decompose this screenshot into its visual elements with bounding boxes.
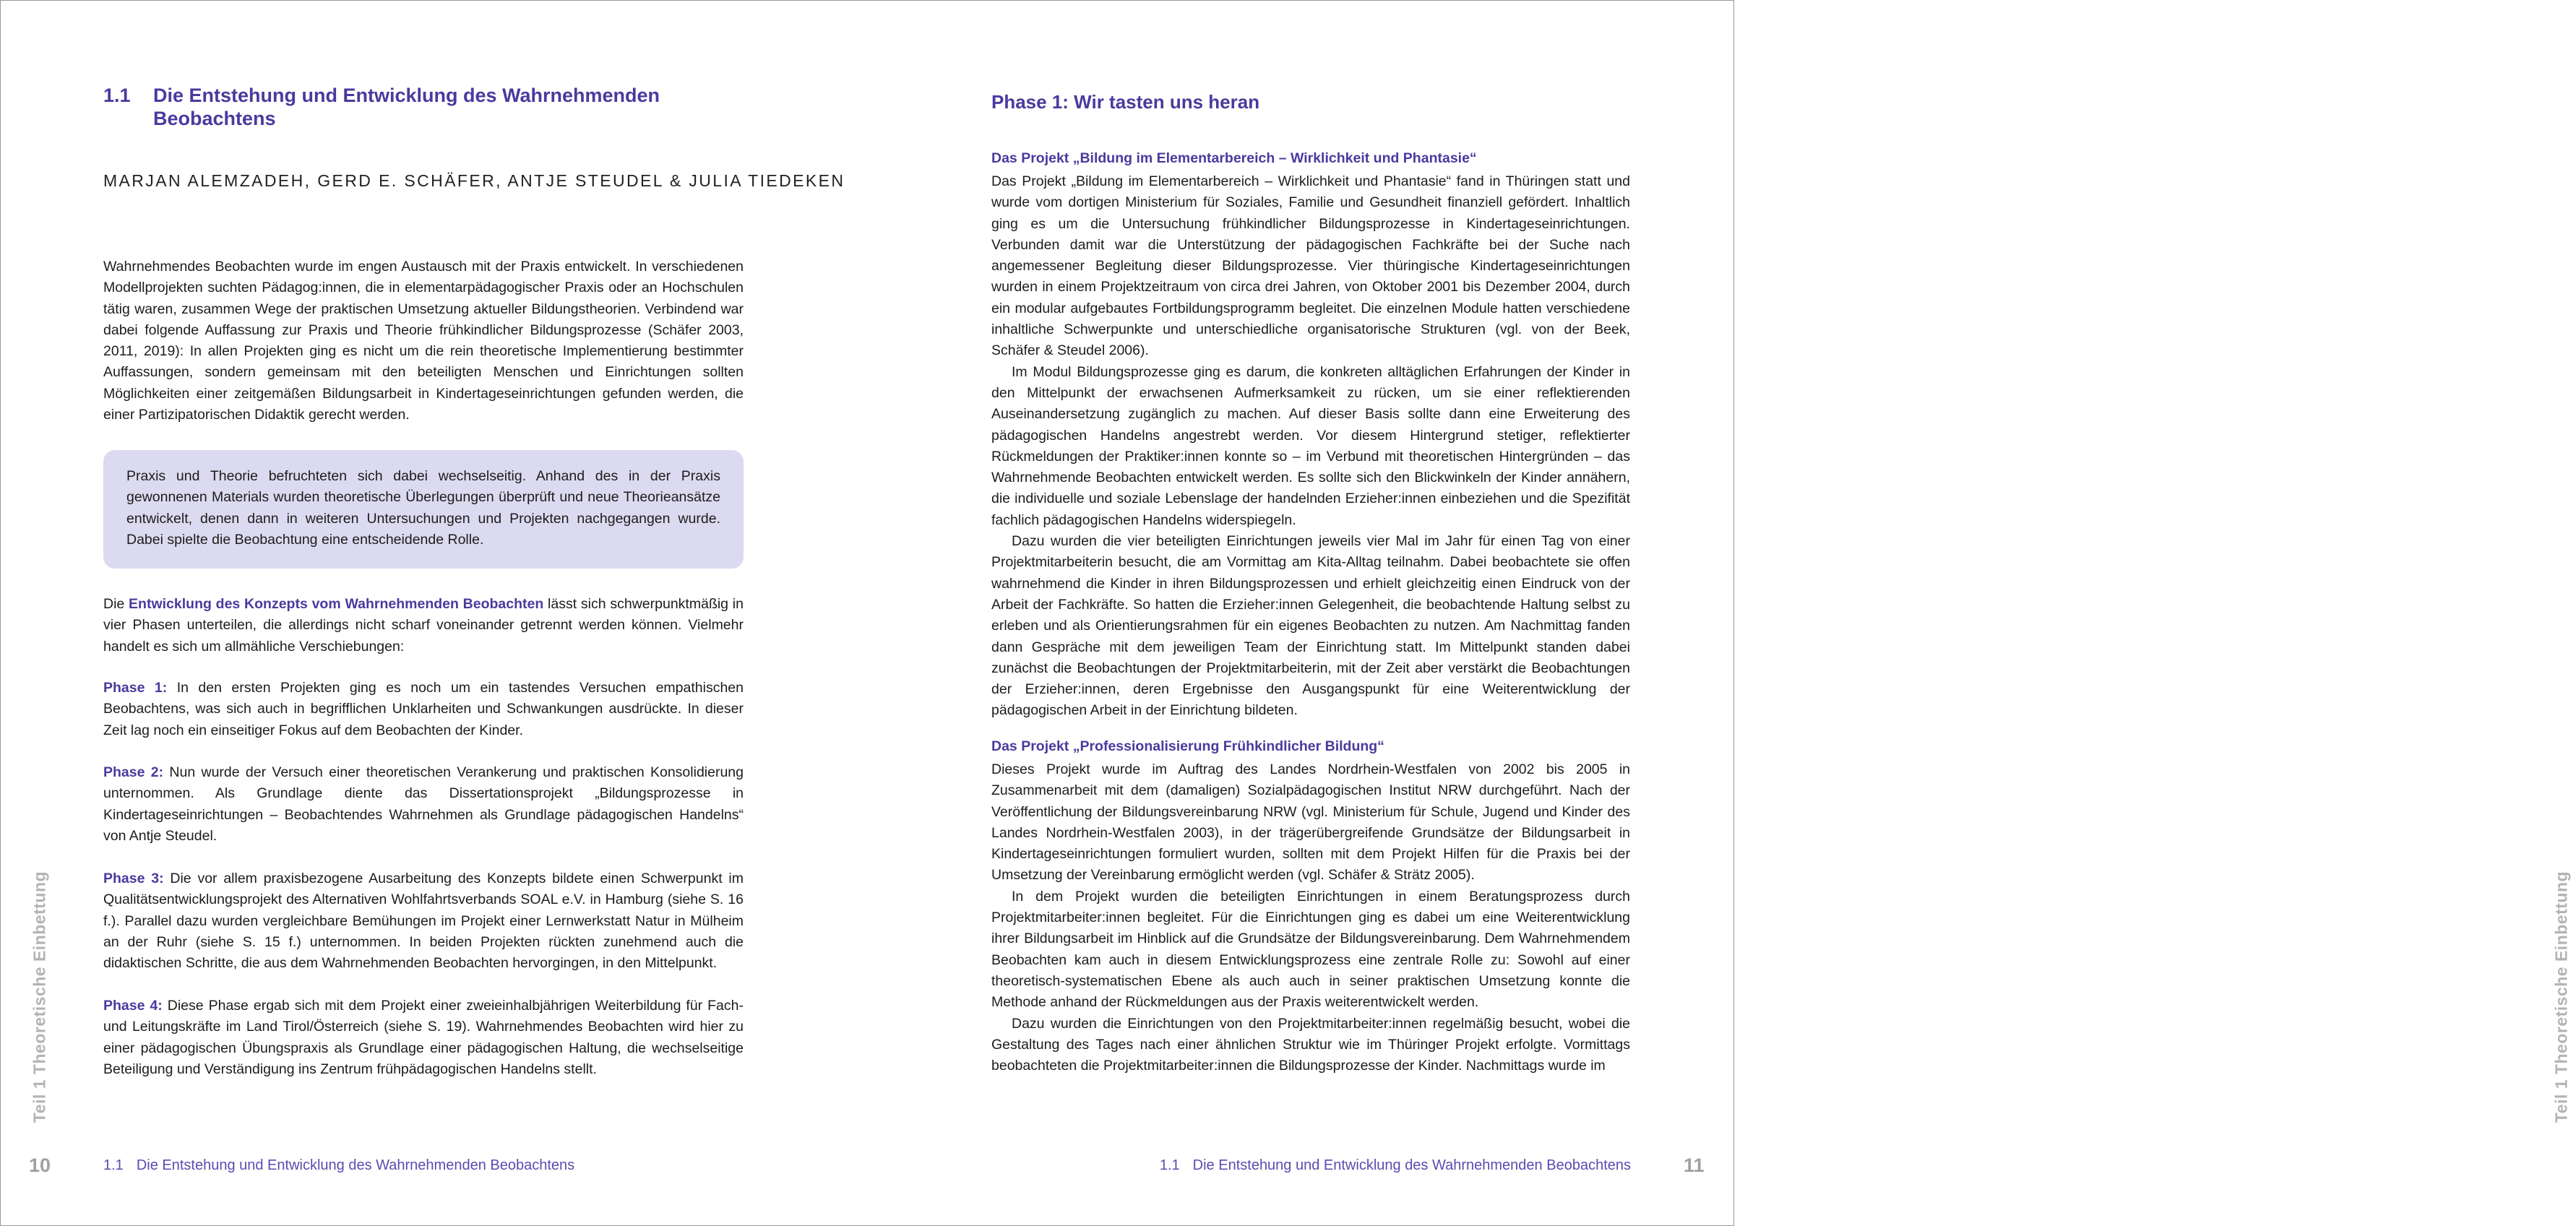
phase-4-paragraph	[103, 996, 744, 1080]
chapter-title: Die Entstehung und Entwicklung des Wahrnehmenden Beobachtens	[153, 85, 660, 129]
phase-4-label: Phase 4:	[103, 998, 163, 1014]
intro-paragraph	[103, 256, 744, 426]
side-tab-right-label: Teil 1 Theoretische Einbettung	[2551, 871, 2571, 1123]
phase-1-label: Phase 1:	[103, 680, 168, 696]
right-page	[867, 0, 2571, 1226]
chapter-number: 1.1	[103, 85, 131, 106]
footer-left-title: Die Entstehung und Entwicklung des Wahrnehmenden Beobachtens	[136, 1157, 575, 1173]
side-tab-left-label: Teil 1 Theoretische Einbettung	[30, 871, 49, 1123]
phases-intro-suffix: lässt sich schwerpunktmäßig in vier Phasen unterteilen, die allerdings nicht scharf voneinander getrennt werden können. Vielmehr handelt es sich um allmähliche Verschiebungen:	[103, 596, 744, 655]
footer-left-number: 1.1	[103, 1157, 124, 1173]
project-1-body	[991, 171, 1630, 722]
project-2-paragraph: Dieses Projekt wurde im Auftrag des Landes Nordrhein-Westfalen von 2002 bis 2005 in Zusammenarbeit mit dem (damaligen) Sozialpädagogischen Institut NRW durchgeführt. Nach der Veröffentlichung der Bildungsvereinbarung NRW (vgl. Ministerium für Schule, Jugend und Kinder des Landes Nordrhein-Westfalen 2003), in der trägerübergreifende Grundsätze der Bildungsarbeit in Kindertageseinrichtungen formuliert wurden, sollten mit dem Projekt Hilfen für die Praxis bei der Umsetzung der Vereinbarung ermöglicht werden (vgl. Schäfer & Strätz 2005).	[991, 761, 1630, 884]
callout-box: Praxis und Theorie befruchteten sich dabei wechselseitig. Anhand des in der Praxis gewonnenen Materials wurden theoretische Überlegungen überprüft und neue Theorieansätze entwickelt, denen dann in weiteren Untersuchungen und Projekten nachgegangen wurde. Dabei spielte die Beobachtung eine entscheidende Rolle.	[103, 450, 744, 569]
running-footer-right	[1160, 1157, 1631, 1174]
phase-1-paragraph	[103, 678, 744, 741]
phase-2-text: Nun wurde der Versuch einer theoretischen Verankerung und praktischen Konsolidierung unternommen. Als Grundlage diente das Dissertationsprojekt „Bildungsprozesse in Kindertageseinrichtungen – Beobachtendes Wahrnehmen als Grundlage pädagogischen Handelns“ von Antje Steudel.	[103, 764, 744, 844]
phase-2-label: Phase 2:	[103, 764, 164, 780]
footer-right-number: 1.1	[1159, 1157, 1180, 1173]
project-1-paragraph: Dazu wurden die vier beteiligten Einrichtungen jeweils vier Mal im Jahr für einen Tag von einer Projektmitarbeiterin besucht, die am Vormittag am Kita-Alltag teilnahm. Dabei beobachtete sie offen wahrnehmend die Kinder in ihren Bildungsprozessen und erhielt gleichzeitig einen Eindruck von der Arbeit der Fachkräfte. So hatten die Erzieher:innen Gelegenheit, die beobachtende Haltung selbst zu erleben und als Orientierungsrahmen für ein eigenes Beobachten zu nutzen. Am Nachmittag fanden dann Gespräche mit dem jeweiligen Team der Einrichtung statt. Im Mittelpunkt standen dabei zunächst die Beobachtungen der Projektmitarbeiterin, mit der Zeit aber verstärkt die Beobachtungen der Erzieher:innen, deren Ergebnisse den Ausgangspunkt für eine Weiterentwicklung der pädagogischen Arbeit in der Einrichtung bildeten.	[991, 533, 1630, 719]
side-tab-right	[2547, 863, 2576, 1131]
authors-line: MARJAN ALEMZADEH, GERD E. SCHÄFER, ANTJE STEUDEL & JULIA TIEDEKEN	[103, 171, 845, 190]
project-1-paragraph: Im Modul Bildungsprozesse ging es darum, die konkreten alltäglichen Erfahrungen der Kinder in den Mittelpunkt der erwachsenen Aufmerksamkeit zu rücken, um sie einer reflektierenden Auseinandersetzung zugänglich zu machen. Auf dieser Basis sollte dann eine Erweiterung des pädagogischen Handelns angestrebt werden. Vor diesem Hintergrund stetiger, reflektierter Rückmeldungen der Praktiker:innen konnte so – im Verbund mit theoretischen Hintergründen – das Wahrnehmende Beobachten entwickelt werden. Es sollte sich den Blickwinkeln der Kinder annähern, die individuelle und soziale Lebenslage der handelnden Erzieher:innen einbeziehen und die Spezifität fachlich pädagogischen Handelns widerspiegeln.	[991, 363, 1630, 528]
footer-right-title: Die Entstehung und Entwicklung des Wahrnehmenden Beobachtens	[1192, 1157, 1631, 1173]
project-2-paragraph: In dem Projekt wurden die beteiligten Einrichtungen in einem Beratungsprozess durch Projektmitarbeiter:innen begleitet. Für die Einrichtungen ging es dabei um eine Weiterentwicklung ihrer Bildungsarbeit im Hinblick auf die Grundsätze der Bildungsvereinbarung. Dem Wahrnehmendem Beobachten kam auch in diesem Entwicklungsprozess eine zentrale Rolle zu: Sowohl auf einer theoretisch-systematischen Ebene als auch auch in seiner praktischen Umsetzung konnte die Methode anhand der Rückmeldungen aus der Praxis weiterentwickelt werden.	[991, 888, 1630, 1011]
running-footer-left	[103, 1157, 574, 1174]
side-tab-left	[25, 863, 54, 1131]
phase-2-paragraph	[103, 762, 744, 847]
phase-title: Phase 1: Wir tasten uns heran	[991, 91, 1260, 113]
left-page	[0, 0, 867, 1226]
project-1-paragraph: Das Projekt „Bildung im Elementarbereich – Wirklichkeit und Phantasie“ fand in Thüringen statt und wurde vom dortigen Ministerium für Soziales, Familie und Gesundheit finanziell gefördert. Inhaltlich ging es um die Untersuchung frühkindlicher Bildungsprozesse in Kindertageseinrichtungen. Verbunden damit war die Unterstützung der pädagogischen Fachkräfte bei der Suche nach angemessener Begleitung dieser Bildungsprozesse. Vier thüringische Kindertageseinrichtungen wurden in einem Projektzeitraum von circa drei Jahren, von Oktober 2001 bis Dezember 2004, durch ein modular aufgebautes Fortbildungsprogramm begleitet. Die einzelnen Module hatten verschiedene inhaltliche Schwerpunkte und unterschiedliche organisatorische Strukturen (vgl. von der Beek, Schäfer & Steudel 2006).	[991, 173, 1630, 359]
project-2-paragraph: Dazu wurden die Einrichtungen von den Projektmitarbeiter:innen regelmäßig besucht, wobei die Gestaltung des Tages nach einer ähnlichen Struktur wie im Thüringer Projekt erfolgte. Vormittags beobachteten die Projektmitarbeiter:innen die Bildungsprozesse der Kinder. Nachmittags wurde im	[991, 1015, 1630, 1074]
project-2-heading: Das Projekt „Professionalisierung Frühkindlicher Bildung“	[991, 738, 1384, 754]
page-number-right: 11	[1684, 1154, 1705, 1176]
phase-4-text: Diese Phase ergab sich mit dem Projekt einer zweieinhalbjährigen Weiterbildung für Fach- und Leitungskräfte im Land Tirol/Österreich (siehe S. 19). Wahrnehmendes Beobachten wird hier zu einer pädagogischen Übungspraxis als Grundlage einer pädagogischen Haltung, die wechselseitige Beteiligung und Verständigung ins Zentrum frühpädagogischen Handelns stellt.	[103, 998, 744, 1077]
page-number-left: 10	[29, 1154, 51, 1176]
phase-3-paragraph	[103, 868, 744, 974]
chapter-heading	[103, 84, 718, 130]
phases-intro-prefix: Die	[103, 596, 129, 612]
project-2-body	[991, 759, 1630, 1076]
phase-3-text: Die vor allem praxisbezogene Ausarbeitung des Konzepts bildete einen Schwerpunkt im Qualitätsentwicklungsprojekt des Alternativen Wohlfahrtsverbands SOAL e.V. in Hamburg (siehe S. 16 f.). Parallel dazu wurden vergleichbare Bemühungen im Projekt einer Lernwerkstatt Natur in Mülheim an der Ruhr (siehe S. 15 f.) unternommen. In beiden Projekten rückten zunehmend auch die didaktischen Schritte, die aus dem Wahrnehmenden Beobachten hervorgingen, in den Mittelpunkt.	[103, 871, 744, 972]
project-1-heading: Das Projekt „Bildung im Elementarbereich – Wirklichkeit und Phantasie“	[991, 150, 1477, 166]
intro-text: Wahrnehmendes Beobachten wurde im engen Austausch mit der Praxis entwickelt. In verschiedenen Modellprojekten suchten Pädagog:innen, die in elementarpädagogischer Praxis oder an Hochschulen tätig waren, zusammen Wege der praktischen Umsetzung aktueller Bildungstheorien. Verbindend war dabei folgende Auffassung zur Praxis und Theorie frühkindlicher Bildungsprozesse (Schäfer 2003, 2011, 2019): In allen Projekten ging es nicht um die rein theoretische Implementierung bestimmter Auffassungen, sondern gemeinsam mit den beteiligten Menschen und Einrichtungen sollten Möglichkeiten einer zeitgemäßen Bildungsarbeit in Kindertageseinrichtungen gefunden werden, die einer Partizipatorischen Didaktik gerecht werden.	[103, 259, 744, 423]
phase-1-text: In den ersten Projekten ging es noch um ein tastendes Versuchen empathischen Beobachtens, was sich auch in begrifflichen Unklarheiten und Schwankungen ausdrückte. In dieser Zeit lag noch ein einseitiger Fokus auf dem Beobachten der Kinder.	[103, 680, 744, 738]
phases-intro-paragraph	[103, 594, 744, 657]
phases-intro-highlight: Entwicklung des Konzepts vom Wahrnehmenden Beobachten	[129, 596, 544, 612]
phase-3-label: Phase 3:	[103, 871, 164, 886]
